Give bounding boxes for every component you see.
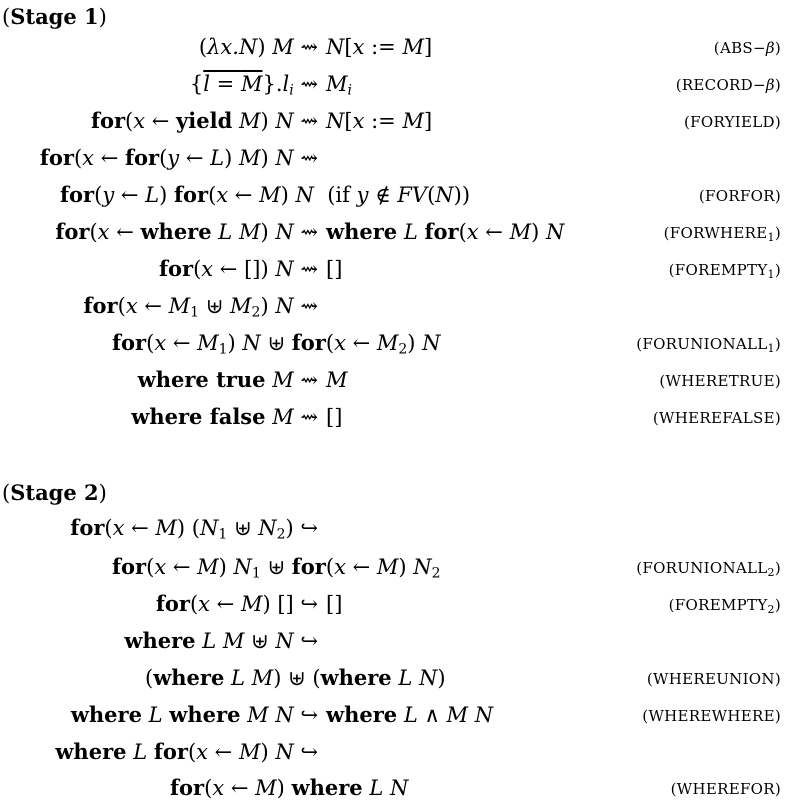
rule-lhs: where L M ⊎ N ↪	[124, 628, 318, 653]
rule-forunionall1	[0, 330, 785, 358]
rule-rhs: (where L M) ⊎ (where L N)	[145, 665, 446, 690]
rule-lhs: for(x ← where L M) N ⇝	[55, 219, 318, 244]
rule-name: (FORYIELD)	[683, 113, 781, 131]
rule-forfor-lhs-line	[0, 145, 785, 173]
rule-rhs: where L ∧ M N	[326, 702, 494, 727]
rule-lhs: for(x ← yield M) N ⇝	[90, 108, 318, 133]
rule-wheretrue	[0, 367, 785, 395]
rule-lhs: for(x ← $M_1$ ⊎ $M_2$) N ⇝	[83, 293, 318, 321]
rule-foryield	[0, 108, 785, 136]
rule-lhs: for(x ← M) ($N_1$ ⊎ $N_2$) ↪	[70, 515, 318, 543]
rule-rhs: for(x ← M) where L N	[170, 775, 409, 800]
rule-rhs: $M_i$	[326, 72, 352, 99]
rule-name: $(FOREMPTY_2)$	[668, 596, 781, 616]
rule-lhs: where false M ⇝	[131, 404, 318, 429]
rule-lhs: $\{l = M\}.l_i$ ⇝	[189, 72, 318, 99]
rule-lhs: where L for(x ← M) N ↪	[55, 739, 318, 764]
rule-name: (WHEREWHERE)	[642, 707, 781, 725]
rule-name: $(FORUNIONALL_2)$	[636, 559, 781, 579]
rule-wherefor-lhs-line	[0, 739, 785, 767]
stage-1-heading: (Stage 1)	[2, 4, 107, 29]
rule-rhs: for(x ← M) $N_1$ ⊎ for(x ← M) $N_2$	[112, 554, 441, 582]
rule-lhs: for(x ← []) N ⇝	[158, 256, 318, 281]
rule-lhs: (λx.N) M ⇝	[198, 35, 318, 59]
rule-name: (WHEREUNION)	[646, 670, 781, 688]
rule-wherefor	[0, 775, 785, 803]
rule-forempty2	[0, 591, 785, 619]
rule-name: (ABS−β)	[713, 39, 781, 57]
rule-record-beta	[0, 71, 785, 99]
rule-forfor	[0, 182, 785, 210]
rule-rhs: []	[326, 257, 343, 281]
rule-wherewhere	[0, 702, 785, 730]
rule-abs-beta	[0, 34, 785, 62]
rule-name: $(FOREMPTY_1)$	[668, 261, 781, 281]
rule-lhs: for(x ← M) [] ↪	[155, 591, 318, 616]
rule-forwhere1	[0, 219, 785, 247]
rule-whereunion-lhs-line	[0, 628, 785, 656]
rule-rhs: where L for(x ← M) N	[326, 219, 565, 244]
rule-whereunion	[0, 665, 785, 693]
rule-rhs: M	[326, 368, 348, 392]
stage-2-heading: (Stage 2)	[2, 480, 107, 505]
rule-rhs: N[x := M]	[326, 35, 433, 59]
rule-name: (WHEREFOR)	[670, 780, 781, 798]
rule-forunionall1-lhs-line	[0, 293, 785, 321]
rule-name: (FORFOR)	[698, 187, 781, 205]
rule-forempty1	[0, 256, 785, 284]
rule-name: (WHEREFALSE)	[652, 409, 781, 427]
rule-wherefalse	[0, 404, 785, 432]
rule-rhs: for(y ← L) for(x ← M) N (if y ∉ FV(N))	[60, 182, 471, 207]
rule-forunionall2	[0, 554, 785, 582]
rule-lhs: where L where M N ↪	[70, 702, 318, 727]
rule-name: (WHERETRUE)	[659, 372, 781, 390]
rule-rhs: []	[326, 592, 343, 616]
rule-name: (RECORD−β)	[675, 76, 781, 94]
rule-name: $(FORWHERE_1)$	[663, 224, 781, 244]
rule-rhs: for(x ← $M_1$) N ⊎ for(x ← $M_2$) N	[112, 330, 441, 358]
rule-rhs: []	[326, 405, 343, 429]
rule-lhs: where true M ⇝	[137, 367, 318, 392]
rule-forunionall2-lhs-line	[0, 515, 785, 543]
rule-lhs: for(x ← for(y ← L) M) N ⇝	[39, 145, 318, 170]
rule-name: $(FORUNIONALL_1)$	[636, 335, 781, 355]
rule-rhs: N[x := M]	[326, 109, 433, 133]
